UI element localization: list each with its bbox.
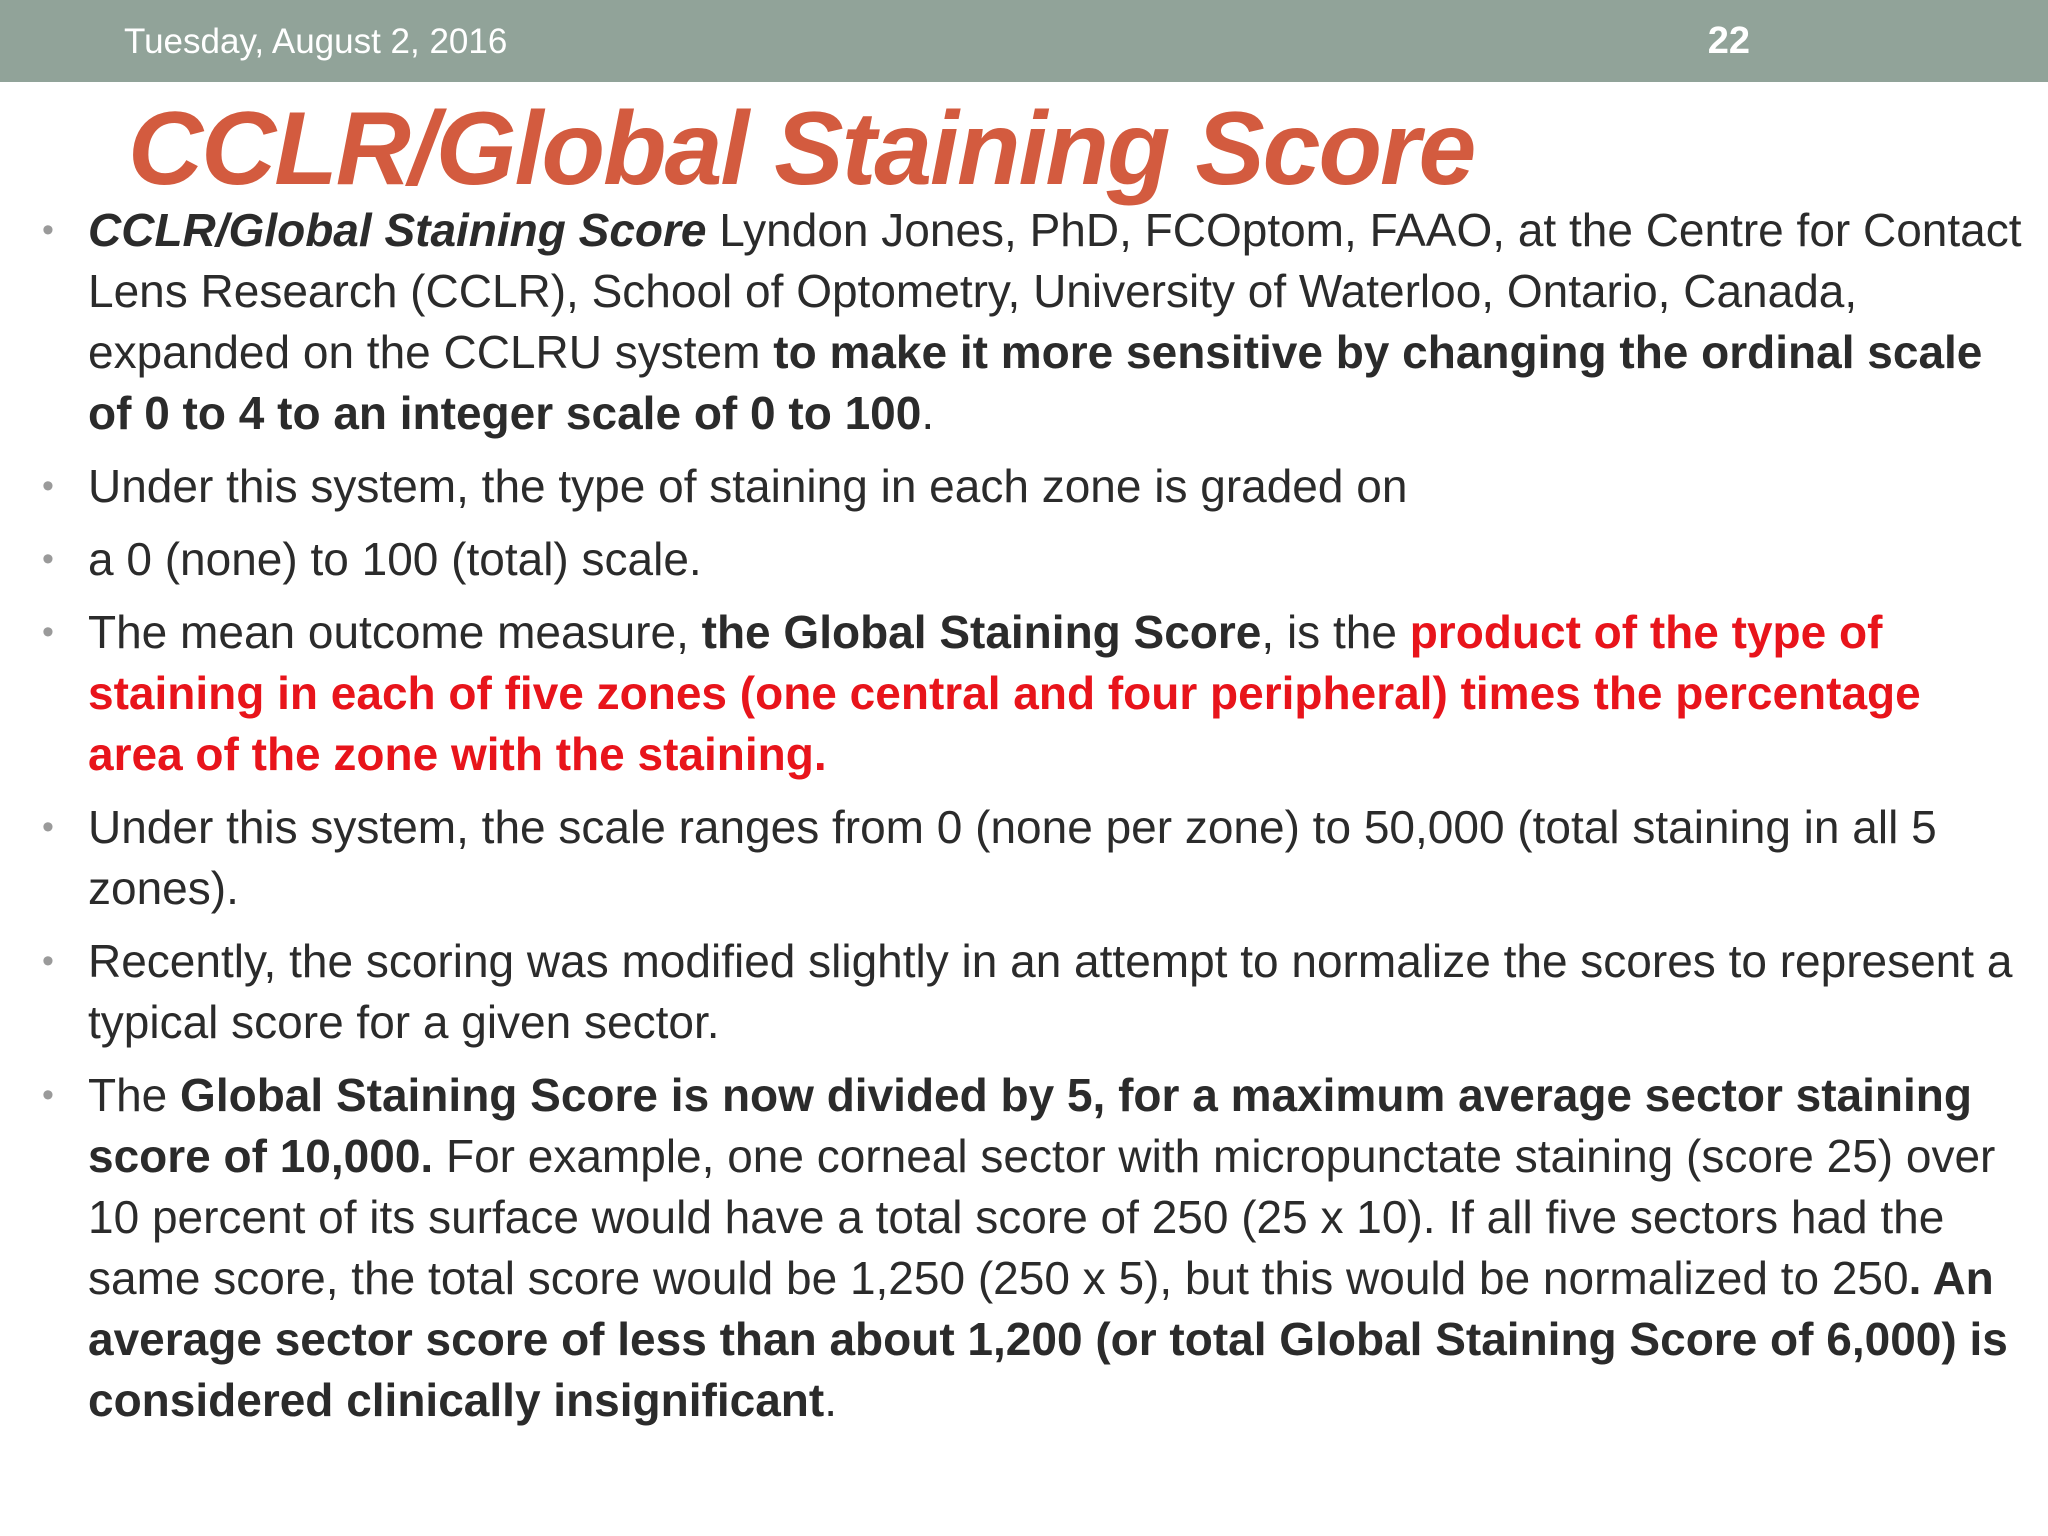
bullet-scale <box>42 529 2022 590</box>
bullet-end: . <box>921 387 935 439</box>
slide-date: Tuesday, August 2, 2016 <box>124 22 508 61</box>
bullet-cclr-description <box>42 200 2022 444</box>
bullet-text: Recently, the scoring was modified slightly in an attempt to normalize the scores to represent a typical score for a given sector. <box>88 935 2013 1048</box>
bullet-text: Under this system, the scale ranges from 0 (none per zone) to 50,000 (total staining in all 5 zones). <box>88 801 1937 914</box>
bullet-divided-by-five <box>42 1065 2022 1431</box>
header-bar <box>0 0 2048 82</box>
bullet-text-2: For example, one corneal sector with micropunctate staining (score 25) over 10 percent of its surface would have a total score of 250 (25 x 10). If all five sectors had the same score, the total score would be 1,250 (250 x 5), but this would be normalized to 250 <box>88 1130 1996 1304</box>
bullet-lead: CCLR/Global Staining Score <box>88 204 707 256</box>
bullet-list <box>42 200 2022 1431</box>
bullet-red-emphasis: product of the type of staining in each of five zones (one central and four peripheral) times the percentage area of the zone with the staining. <box>88 606 1921 780</box>
bullet-mean-outcome <box>42 602 2022 785</box>
bullet-text: Under this system, the type of staining in each zone is graded on <box>88 460 1408 512</box>
bullet-text: Lyndon Jones, PhD, FCOptom, FAAO, at the Centre for Contact Lens Research (CCLR), School of Optometry, University of Waterloo, Ontario, Canada, expanded on the CCLRU system <box>88 204 2022 378</box>
bullet-text: a 0 (none) to 100 (total) scale. <box>88 533 702 585</box>
bullet-scale-range <box>42 797 2022 919</box>
slide-page-number: 22 <box>1707 20 1750 62</box>
bullet-emphasis: to make it more sensitive by changing the ordinal scale of 0 to 4 to an integer scale of 0 to 100 <box>88 326 1983 439</box>
bullet-end: . <box>824 1374 837 1426</box>
bullet-emphasis-2: . An average sector score of less than about 1,200 (or total Global Staining Score of 6,000) is considered clinically insignificant <box>88 1252 2008 1426</box>
bullet-normalization <box>42 931 2022 1053</box>
slide-title: CCLR/Global Staining Score <box>128 91 1475 207</box>
bullet-text: The <box>88 1069 181 1121</box>
bullet-text: The mean outcome measure, <box>88 606 702 658</box>
bullet-grading-system <box>42 456 2022 517</box>
bullet-text-2: , is the <box>1261 606 1410 658</box>
bullet-emphasis: the Global Staining Score <box>701 606 1262 658</box>
bullet-emphasis: Global Staining Score is now divided by 5, for a maximum average sector staining score of 10,000. <box>88 1069 1972 1182</box>
